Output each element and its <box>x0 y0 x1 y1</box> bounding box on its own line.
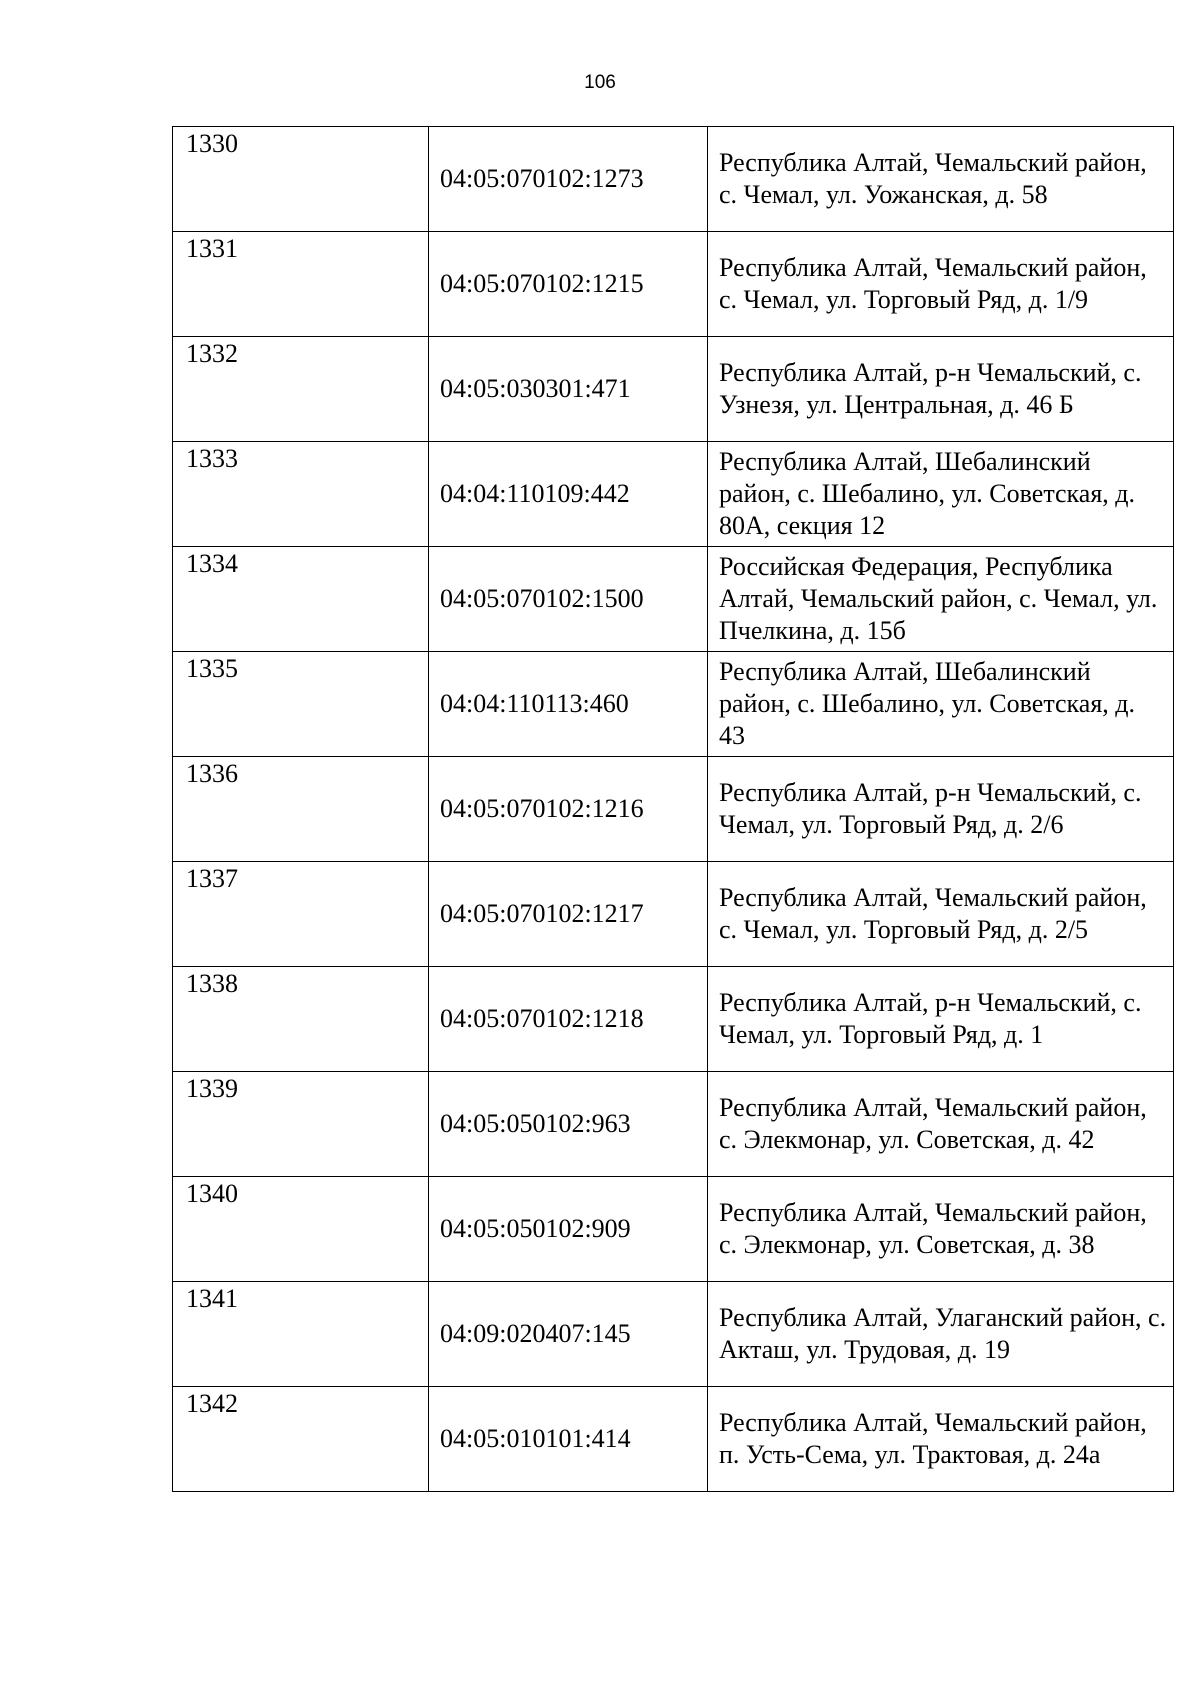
address: Республика Алтай, Улаганский район, с. Акташ, ул. Трудовая, д. 19 <box>708 1282 1174 1387</box>
address: Республика Алтай, Чемальский район, с. Чемал, ул. Торговый Ряд, д. 2/5 <box>708 862 1174 967</box>
table-row <box>173 1177 1174 1282</box>
cadastral-number: 04:05:070102:1500 <box>429 547 708 652</box>
row-number: 1333 <box>173 442 429 547</box>
cadastral-number: 04:05:070102:1216 <box>429 757 708 862</box>
cadastral-number: 04:05:030301:471 <box>429 337 708 442</box>
table-row <box>173 127 1174 232</box>
cadastral-number: 04:05:070102:1273 <box>429 127 708 232</box>
table-row <box>173 1282 1174 1387</box>
row-number: 1337 <box>173 862 429 967</box>
row-number: 1340 <box>173 1177 429 1282</box>
cadastral-number: 04:05:070102:1218 <box>429 967 708 1072</box>
row-number: 1338 <box>173 967 429 1072</box>
address: Республика Алтай, Чемальский район, с. Чемал, ул. Уожанская, д. 58 <box>708 127 1174 232</box>
table-row <box>173 232 1174 337</box>
address: Республика Алтай, Шебалинский район, с. Шебалино, ул. Советская, д. 80А, секция 12 <box>708 442 1174 547</box>
cadastral-number: 04:09:020407:145 <box>429 1282 708 1387</box>
row-number: 1330 <box>173 127 429 232</box>
address: Республика Алтай, Чемальский район, с. Чемал, ул. Торговый Ряд, д. 1/9 <box>708 232 1174 337</box>
cadastral-number: 04:05:010101:414 <box>429 1387 708 1492</box>
cadastral-number: 04:05:070102:1215 <box>429 232 708 337</box>
table-row <box>173 967 1174 1072</box>
row-number: 1332 <box>173 337 429 442</box>
address: Республика Алтай, Чемальский район, п. Усть-Сема, ул. Трактовая, д. 24а <box>708 1387 1174 1492</box>
cadastral-number: 04:05:070102:1217 <box>429 862 708 967</box>
address: Республика Алтай, Шебалинский район, с. Шебалино, ул. Советская, д. 43 <box>708 652 1174 757</box>
cadastral-number: 04:04:110109:442 <box>429 442 708 547</box>
table-row <box>173 337 1174 442</box>
table-row <box>173 1387 1174 1492</box>
row-number: 1335 <box>173 652 429 757</box>
row-number: 1342 <box>173 1387 429 1492</box>
row-number: 1334 <box>173 547 429 652</box>
address: Республика Алтай, Чемальский район, с. Элекмонар, ул. Советская, д. 38 <box>708 1177 1174 1282</box>
row-number: 1341 <box>173 1282 429 1387</box>
page-number: 106 <box>584 72 616 93</box>
table-row <box>173 442 1174 547</box>
address: Республика Алтай, р-н Чемальский, с. Чемал, ул. Торговый Ряд, д. 2/6 <box>708 757 1174 862</box>
property-table <box>172 126 1174 1492</box>
cadastral-number: 04:04:110113:460 <box>429 652 708 757</box>
table-row <box>173 757 1174 862</box>
address: Республика Алтай, Чемальский район, с. Элекмонар, ул. Советская, д. 42 <box>708 1072 1174 1177</box>
cadastral-number: 04:05:050102:963 <box>429 1072 708 1177</box>
address: Республика Алтай, р-н Чемальский, с. Чемал, ул. Торговый Ряд, д. 1 <box>708 967 1174 1072</box>
table-row <box>173 1072 1174 1177</box>
row-number: 1331 <box>173 232 429 337</box>
row-number: 1339 <box>173 1072 429 1177</box>
table-row <box>173 862 1174 967</box>
address: Республика Алтай, р-н Чемальский, с. Узнезя, ул. Центральная, д. 46 Б <box>708 337 1174 442</box>
table-row <box>173 652 1174 757</box>
address: Российская Федерация, Республика Алтай, Чемальский район, с. Чемал, ул. Пчелкина, д. 15б <box>708 547 1174 652</box>
row-number: 1336 <box>173 757 429 862</box>
cadastral-number: 04:05:050102:909 <box>429 1177 708 1282</box>
table-row <box>173 547 1174 652</box>
